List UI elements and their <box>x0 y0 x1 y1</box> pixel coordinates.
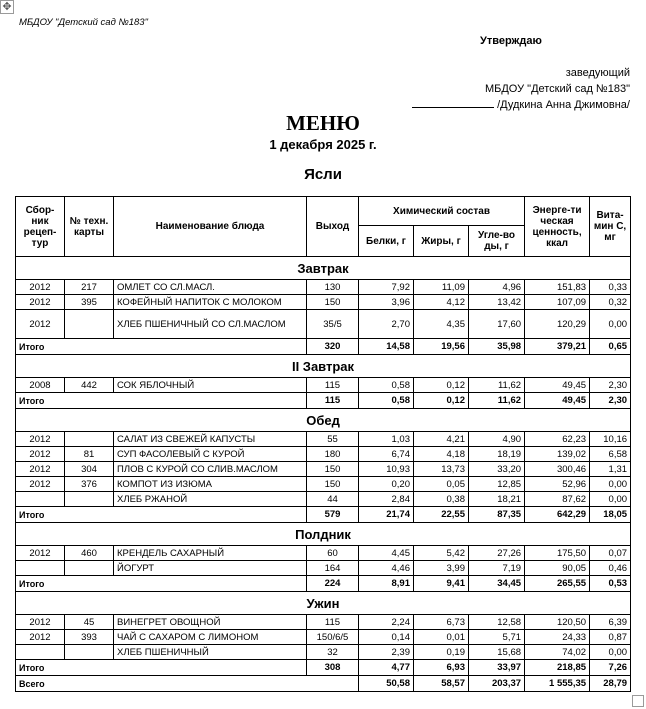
cell-dish-name: ЙОГУРТ <box>114 561 307 576</box>
total-carbs: 33,97 <box>469 660 525 676</box>
cell-carbs: 4,90 <box>469 432 525 447</box>
cell-proteins: 7,92 <box>359 280 414 295</box>
cell-tech-card: 217 <box>65 280 114 295</box>
cell-proteins: 4,45 <box>359 546 414 561</box>
menu-table <box>15 196 631 692</box>
cell-collection <box>16 561 65 576</box>
cell-collection: 2008 <box>16 378 65 393</box>
cell-proteins: 0,14 <box>359 630 414 645</box>
section-total-row <box>16 507 631 523</box>
cell-fats: 6,73 <box>414 615 469 630</box>
table-move-handle-icon[interactable]: ✥ <box>0 0 14 14</box>
cell-tech-card <box>65 645 114 660</box>
approver-name: /Дудкина Анна Джимовна/ <box>497 99 630 111</box>
section-header-row <box>16 592 631 615</box>
total-vitamin-c: 0,53 <box>590 576 631 592</box>
cell-tech-card: 460 <box>65 546 114 561</box>
cell-carbs: 15,68 <box>469 645 525 660</box>
section-total-row <box>16 576 631 592</box>
cell-proteins: 10,93 <box>359 462 414 477</box>
cell-tech-card <box>65 561 114 576</box>
cell-proteins: 0,58 <box>359 378 414 393</box>
grand-total-energy: 1 555,35 <box>525 676 590 692</box>
cell-fats: 0,01 <box>414 630 469 645</box>
cell-dish-name: ПЛОВ С КУРОЙ СО СЛИВ.МАСЛОМ <box>114 462 307 477</box>
cell-output: 130 <box>307 280 359 295</box>
cell-proteins: 6,74 <box>359 447 414 462</box>
cell-tech-card: 442 <box>65 378 114 393</box>
cell-proteins: 0,20 <box>359 477 414 492</box>
cell-vitamin-c: 10,16 <box>590 432 631 447</box>
col-collection: Сбор-ник рецеп-тур <box>16 197 65 257</box>
total-vitamin-c: 18,05 <box>590 507 631 523</box>
col-energy: Энерге-ти ческая ценность, ккал <box>525 197 590 257</box>
section-title: Завтрак <box>16 257 631 280</box>
total-carbs: 87,35 <box>469 507 525 523</box>
total-fats: 19,56 <box>414 339 469 355</box>
cell-dish-name: КОМПОТ ИЗ ИЗЮМА <box>114 477 307 492</box>
cell-energy: 90,05 <box>525 561 590 576</box>
approve-label: Утверждаю <box>480 35 542 47</box>
cell-fats: 0,05 <box>414 477 469 492</box>
table-resize-handle[interactable] <box>632 695 644 707</box>
menu-date: 1 декабря 2025 г. <box>269 137 377 152</box>
total-label: Итого <box>16 576 307 592</box>
total-energy: 49,45 <box>525 393 590 409</box>
cell-energy: 120,50 <box>525 615 590 630</box>
cell-tech-card: 395 <box>65 295 114 310</box>
cell-energy: 175,50 <box>525 546 590 561</box>
cell-tech-card <box>65 432 114 447</box>
cell-energy: 87,62 <box>525 492 590 507</box>
cell-dish-name: КОФЕЙНЫЙ НАПИТОК С МОЛОКОМ <box>114 295 307 310</box>
cell-collection: 2012 <box>16 280 65 295</box>
cell-energy: 107,09 <box>525 295 590 310</box>
cell-output: 115 <box>307 378 359 393</box>
grand-total-fats: 58,57 <box>414 676 469 692</box>
cell-vitamin-c: 0,00 <box>590 477 631 492</box>
cell-carbs: 12,58 <box>469 615 525 630</box>
col-dish-name: Наименование блюда <box>114 197 307 257</box>
cell-collection: 2012 <box>16 615 65 630</box>
cell-dish-name: СУП ФАСОЛЕВЫЙ С КУРОЙ <box>114 447 307 462</box>
section-title: II Завтрак <box>16 355 631 378</box>
cell-output: 150 <box>307 477 359 492</box>
cell-proteins: 4,46 <box>359 561 414 576</box>
cell-output: 180 <box>307 447 359 462</box>
cell-vitamin-c: 0,46 <box>590 561 631 576</box>
col-fats: Жиры, г <box>414 226 469 257</box>
total-proteins: 4,77 <box>359 660 414 676</box>
cell-output: 55 <box>307 432 359 447</box>
total-vitamin-c: 2,30 <box>590 393 631 409</box>
cell-carbs: 27,26 <box>469 546 525 561</box>
total-label: Итого <box>16 393 307 409</box>
signature-line <box>412 97 494 108</box>
cell-tech-card <box>65 492 114 507</box>
total-carbs: 34,45 <box>469 576 525 592</box>
cell-dish-name: КРЕНДЕЛЬ САХАРНЫЙ <box>114 546 307 561</box>
cell-energy: 52,96 <box>525 477 590 492</box>
cell-vitamin-c: 1,31 <box>590 462 631 477</box>
total-fats: 0,12 <box>414 393 469 409</box>
cell-tech-card <box>65 310 114 339</box>
cell-output: 44 <box>307 492 359 507</box>
cell-energy: 300,46 <box>525 462 590 477</box>
total-proteins: 14,58 <box>359 339 414 355</box>
cell-energy: 24,33 <box>525 630 590 645</box>
cell-energy: 139,02 <box>525 447 590 462</box>
cell-output: 150 <box>307 462 359 477</box>
cell-dish-name: ВИНЕГРЕТ ОВОЩНОЙ <box>114 615 307 630</box>
cell-fats: 4,18 <box>414 447 469 462</box>
section-header-row <box>16 257 631 280</box>
total-label: Итого <box>16 339 307 355</box>
col-output: Выход <box>307 197 359 257</box>
cell-carbs: 11,62 <box>469 378 525 393</box>
table-row <box>16 630 631 645</box>
cell-collection <box>16 492 65 507</box>
cell-collection: 2012 <box>16 295 65 310</box>
cell-proteins: 2,39 <box>359 645 414 660</box>
section-total-row <box>16 393 631 409</box>
col-chemical: Химический состав <box>359 197 525 226</box>
cell-carbs: 13,42 <box>469 295 525 310</box>
total-label: Итого <box>16 660 307 676</box>
cell-energy: 62,23 <box>525 432 590 447</box>
cell-vitamin-c: 0,00 <box>590 310 631 339</box>
cell-vitamin-c: 2,30 <box>590 378 631 393</box>
cell-vitamin-c: 6,39 <box>590 615 631 630</box>
total-output: 115 <box>307 393 359 409</box>
total-fats: 6,93 <box>414 660 469 676</box>
table-row <box>16 477 631 492</box>
cell-energy: 74,02 <box>525 645 590 660</box>
total-output: 579 <box>307 507 359 523</box>
table-row <box>16 295 631 310</box>
total-carbs: 11,62 <box>469 393 525 409</box>
cell-collection: 2012 <box>16 630 65 645</box>
cell-dish-name: СОК ЯБЛОЧНЫЙ <box>114 378 307 393</box>
cell-dish-name: ХЛЕБ ПШЕНИЧНЫЙ <box>114 645 307 660</box>
cell-output: 60 <box>307 546 359 561</box>
total-output: 308 <box>307 660 359 676</box>
table-row <box>16 447 631 462</box>
table-row <box>16 561 631 576</box>
table-row <box>16 645 631 660</box>
cell-fats: 5,42 <box>414 546 469 561</box>
cell-proteins: 3,96 <box>359 295 414 310</box>
col-tech-card: № техн. карты <box>65 197 114 257</box>
col-carbs: Угле-во ды, г <box>469 226 525 257</box>
table-row <box>16 546 631 561</box>
cell-carbs: 12,85 <box>469 477 525 492</box>
section-title: Полдник <box>16 523 631 546</box>
cell-carbs: 18,21 <box>469 492 525 507</box>
cell-carbs: 18,19 <box>469 447 525 462</box>
cell-fats: 4,21 <box>414 432 469 447</box>
cell-fats: 13,73 <box>414 462 469 477</box>
total-fats: 9,41 <box>414 576 469 592</box>
col-proteins: Белки, г <box>359 226 414 257</box>
cell-output: 115 <box>307 615 359 630</box>
cell-dish-name: ХЛЕБ РЖАНОЙ <box>114 492 307 507</box>
table-row <box>16 280 631 295</box>
cell-energy: 151,83 <box>525 280 590 295</box>
cell-vitamin-c: 0,87 <box>590 630 631 645</box>
cell-dish-name: ХЛЕБ ПШЕНИЧНЫЙ СО СЛ.МАСЛОМ <box>114 310 307 339</box>
section-title: Ужин <box>16 592 631 615</box>
cell-carbs: 5,71 <box>469 630 525 645</box>
cell-carbs: 7,19 <box>469 561 525 576</box>
total-label: Итого <box>16 507 307 523</box>
table-row <box>16 492 631 507</box>
table-row <box>16 310 631 339</box>
cell-proteins: 2,84 <box>359 492 414 507</box>
cell-output: 35/5 <box>307 310 359 339</box>
total-carbs: 35,98 <box>469 339 525 355</box>
total-proteins: 0,58 <box>359 393 414 409</box>
organization-name: МБДОУ "Детский сад №183" <box>19 17 148 28</box>
total-output: 224 <box>307 576 359 592</box>
cell-carbs: 4,96 <box>469 280 525 295</box>
cell-vitamin-c: 0,07 <box>590 546 631 561</box>
cell-vitamin-c: 0,00 <box>590 645 631 660</box>
cell-energy: 49,45 <box>525 378 590 393</box>
cell-fats: 3,99 <box>414 561 469 576</box>
cell-fats: 4,12 <box>414 295 469 310</box>
section-total-row <box>16 660 631 676</box>
total-fats: 22,55 <box>414 507 469 523</box>
cell-output: 32 <box>307 645 359 660</box>
document-title: МЕНЮ <box>286 111 360 135</box>
cell-fats: 0,12 <box>414 378 469 393</box>
total-energy: 265,55 <box>525 576 590 592</box>
cell-carbs: 17,60 <box>469 310 525 339</box>
total-energy: 218,85 <box>525 660 590 676</box>
section-total-row <box>16 339 631 355</box>
table-row <box>16 615 631 630</box>
total-vitamin-c: 0,65 <box>590 339 631 355</box>
cell-output: 150/6/5 <box>307 630 359 645</box>
cell-tech-card: 45 <box>65 615 114 630</box>
approver-org: МБДОУ "Детский сад №183" <box>484 83 630 95</box>
cell-fats: 0,19 <box>414 645 469 660</box>
total-energy: 379,21 <box>525 339 590 355</box>
cell-energy: 120,29 <box>525 310 590 339</box>
cell-proteins: 1,03 <box>359 432 414 447</box>
grand-total-vitamin-c: 28,79 <box>590 676 631 692</box>
cell-dish-name: ОМЛЕТ СО СЛ.МАСЛ. <box>114 280 307 295</box>
cell-collection: 2012 <box>16 432 65 447</box>
cell-collection: 2012 <box>16 310 65 339</box>
approver-block <box>412 65 630 113</box>
grand-total-row <box>16 676 631 692</box>
cell-dish-name: САЛАТ ИЗ СВЕЖЕЙ КАПУСТЫ <box>114 432 307 447</box>
cell-vitamin-c: 0,32 <box>590 295 631 310</box>
total-proteins: 21,74 <box>359 507 414 523</box>
col-vitamin-c: Вита-мин С, мг <box>590 197 631 257</box>
cell-proteins: 2,70 <box>359 310 414 339</box>
age-group: Ясли <box>304 166 342 183</box>
cell-output: 150 <box>307 295 359 310</box>
table-row <box>16 432 631 447</box>
cell-carbs: 33,20 <box>469 462 525 477</box>
cell-collection: 2012 <box>16 462 65 477</box>
section-title: Обед <box>16 409 631 432</box>
grand-total-carbs: 203,37 <box>469 676 525 692</box>
cell-collection <box>16 645 65 660</box>
cell-vitamin-c: 0,00 <box>590 492 631 507</box>
cell-collection: 2012 <box>16 546 65 561</box>
cell-tech-card: 376 <box>65 477 114 492</box>
table-row <box>16 378 631 393</box>
cell-tech-card: 393 <box>65 630 114 645</box>
total-proteins: 8,91 <box>359 576 414 592</box>
cell-dish-name: ЧАЙ С САХАРОМ С ЛИМОНОМ <box>114 630 307 645</box>
cell-tech-card: 304 <box>65 462 114 477</box>
cell-fats: 11,09 <box>414 280 469 295</box>
section-header-row <box>16 355 631 378</box>
cell-collection: 2012 <box>16 447 65 462</box>
cell-tech-card: 81 <box>65 447 114 462</box>
grand-total-proteins: 50,58 <box>359 676 414 692</box>
total-energy: 642,29 <box>525 507 590 523</box>
cell-collection: 2012 <box>16 477 65 492</box>
table-row <box>16 462 631 477</box>
total-output: 320 <box>307 339 359 355</box>
cell-fats: 0,38 <box>414 492 469 507</box>
cell-vitamin-c: 6,58 <box>590 447 631 462</box>
cell-vitamin-c: 0,33 <box>590 280 631 295</box>
approver-position: заведующий <box>565 67 630 79</box>
total-vitamin-c: 7,26 <box>590 660 631 676</box>
section-header-row <box>16 409 631 432</box>
cell-proteins: 2,24 <box>359 615 414 630</box>
grand-total-label: Всего <box>16 676 359 692</box>
cell-fats: 4,35 <box>414 310 469 339</box>
section-header-row <box>16 523 631 546</box>
cell-output: 164 <box>307 561 359 576</box>
